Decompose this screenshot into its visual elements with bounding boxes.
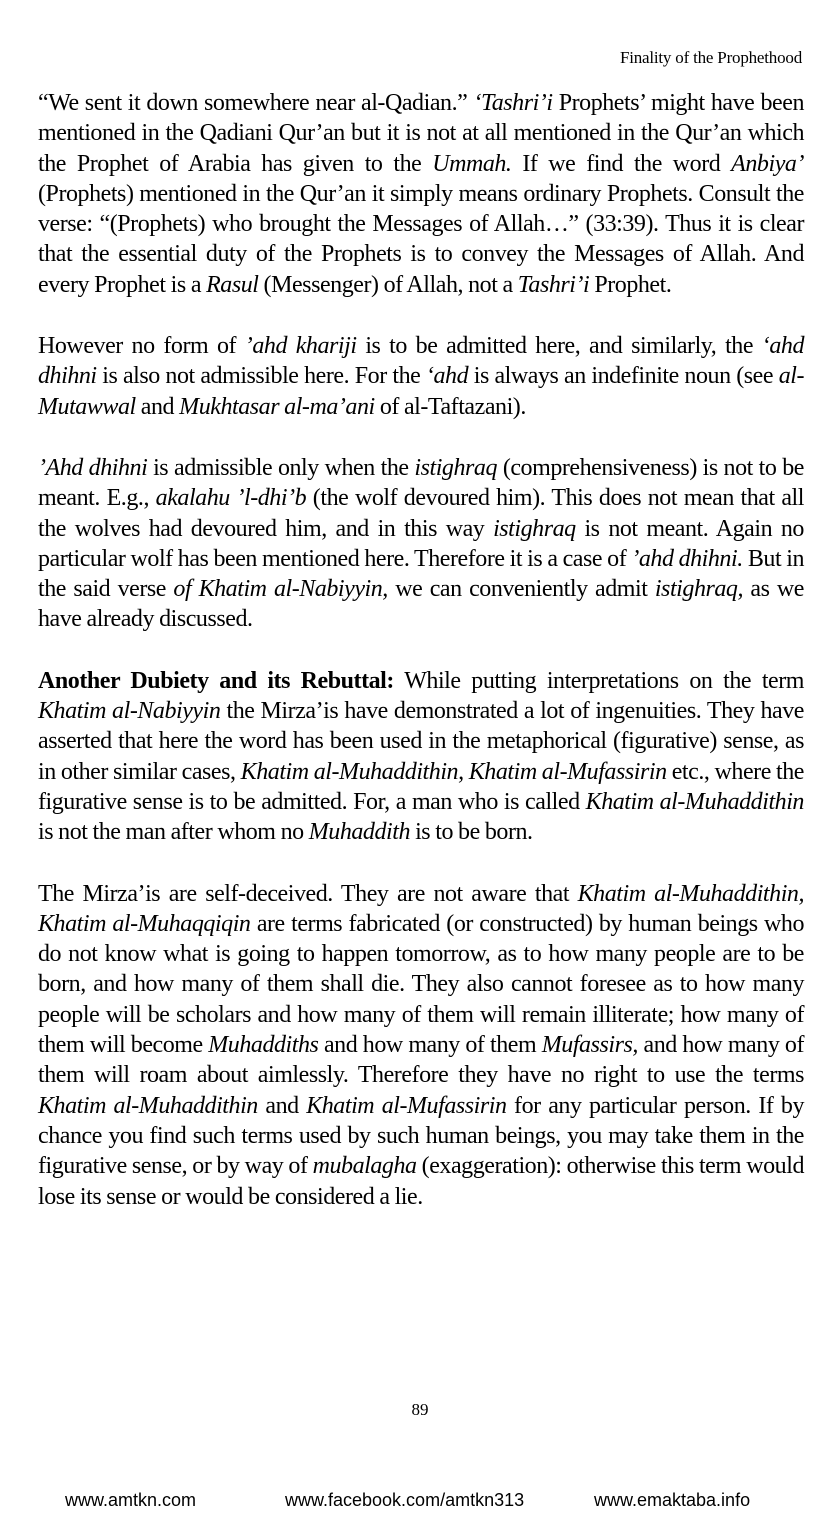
italic-term: istighraq,: [654, 576, 744, 603]
footer-link-facebook[interactable]: www.facebook.com/amtkn313: [285, 1490, 525, 1510]
italic-term: istighraq: [414, 454, 498, 481]
italic-term: Tashri’i: [517, 271, 590, 298]
italic-term: ’ahd dhihni.: [631, 545, 743, 572]
text-run: While putting interpretations on the term: [393, 667, 805, 694]
italic-term: ‘Tashri’i: [473, 90, 553, 116]
text-run: is to be admitted here, and similarly, the: [356, 333, 762, 360]
text-run: But in the said verse: [38, 545, 804, 603]
text-run: is admissible only when the: [147, 454, 415, 481]
running-header: Finality of the Prophethood: [619, 48, 802, 67]
italic-term: akalahu ’l-dhi’b: [155, 485, 307, 512]
text-run: for any particular person. If by chance you find such terms used by such human beings, you may take them in the figurative sense, or by way of: [38, 1092, 805, 1180]
text-run: are terms fabricated (or constructed) by human beings who do not know what is going to happen tomorrow, as to how many people are to be born, and how many of them shall die. They also cannot foresee as to how many people will be scholars and how many of them will remain illiterate; how many of them will become: [38, 910, 804, 1059]
italic-term: Khatim al-Muhaddithin, Khatim al-Mufassirin: [240, 758, 667, 785]
text-run: of al-Taftazani).: [374, 393, 526, 420]
italic-term: Anbiya’: [731, 150, 804, 177]
italic-term: Muhaddiths: [208, 1032, 319, 1059]
text-run: Prophet.: [589, 271, 672, 298]
italic-term: Khatim al-Muhaddithin: [585, 788, 804, 815]
italic-term: Rasul: [206, 271, 259, 298]
paragraph: [38, 666, 804, 848]
text-run: However no form of: [38, 333, 245, 360]
italic-term: Khatim al-Muhaddithin: [38, 1092, 258, 1119]
paragraph: [38, 88, 804, 300]
italic-term: Khatim al-Nabiyyin: [38, 698, 221, 725]
text-run: etc., where the figurative sense is to be admitted. For, a man who is called: [38, 758, 804, 815]
text-run: “We sent it down somewhere near al-Qadian.”: [38, 90, 474, 116]
text-run: If we find the word: [511, 150, 732, 177]
text-run: (Messenger) of Allah, not a: [258, 271, 518, 298]
text-run: (Prophets) mentioned in the Qur’an it simply means ordinary Prophets. Consult the verse: “(Prophets) who brought the Messages of Allah…” (33:39). Thus it is clear that the essential duty of the Prophets is to convey the Messages of Allah. And every Prophet is a: [38, 180, 804, 298]
italic-term: Ummah.: [432, 150, 512, 177]
text-run: is to be born.: [410, 819, 533, 846]
italic-term: Muhaddith: [308, 819, 411, 846]
paragraph: [38, 879, 804, 1212]
text-run: is not the man after whom no: [38, 819, 309, 846]
text-run: the Mirza’is have demonstrated a lot of ingenuities. They have asserted that here the word has been used in the metaphorical (figurative) sense, as in other similar cases,: [38, 698, 805, 785]
text-run: (the wolf devoured him). This does not mean that all the wolves had devoured him, and in this way: [38, 485, 804, 542]
italic-term: ’ahd khariji: [244, 333, 357, 360]
bold-heading: Another Dubiety and its Rebuttal:: [38, 667, 394, 694]
italic-term: ‘ahd dhihni: [38, 333, 804, 390]
italic-term: mubalagha: [312, 1153, 417, 1180]
italic-term: Khatim al-Muhaddithin, Khatim al-Muhaqqiqin: [38, 880, 805, 937]
footer-links: [0, 1490, 840, 1520]
text-run: as we have already discussed.: [38, 576, 804, 633]
page-number: 89: [411, 1400, 429, 1419]
italic-term: istighraq: [493, 515, 576, 542]
text-run: is always an indefinite noun (see: [468, 363, 779, 390]
italic-term: Mukhtasar al-ma’ani: [179, 393, 375, 420]
italic-term: Khatim al-Mufassirin: [306, 1092, 507, 1119]
text-run: (comprehensiveness) is not to be meant. E.g.,: [38, 454, 804, 512]
text-run: is also not admissible here. For the: [96, 363, 426, 390]
text-run: and how many of them: [318, 1032, 542, 1059]
footer-link-emaktaba[interactable]: www.emaktaba.info: [594, 1490, 751, 1510]
paragraph: [38, 453, 804, 635]
text-run: is not meant. Again no particular wolf has been mentioned here. Therefore it is a case of: [38, 515, 804, 572]
footer-link-amtkn[interactable]: www.amtkn.com: [65, 1490, 197, 1510]
paragraph: [38, 331, 804, 422]
italic-term: ’Ahd dhihni: [38, 454, 148, 481]
italic-term: ‘ahd: [425, 363, 469, 390]
italic-term: al-Mutawwal: [38, 363, 804, 420]
text-run: The Mirza’is are self-deceived. They are not aware that: [38, 880, 578, 907]
text-run: and how many of them will roam about aimlessly. Therefore they have no right to use the terms: [38, 1032, 804, 1089]
text-run: and: [257, 1092, 307, 1119]
italic-term: of Khatim al-Nabiyyin,: [173, 576, 388, 603]
text-run: (exaggeration): otherwise this term would lose its sense or would be considered a lie.: [38, 1153, 804, 1210]
italic-term: Mufassirs,: [541, 1032, 638, 1059]
body-text: [38, 88, 804, 1212]
text-run: we can conveniently admit: [387, 576, 655, 603]
text-run: Prophets’ might have been mentioned in the Qadiani Qur’an but it is not at all mentioned in the Qur’an which the Prophet of Arabia has given to the: [38, 90, 805, 177]
text-run: and: [135, 393, 180, 420]
